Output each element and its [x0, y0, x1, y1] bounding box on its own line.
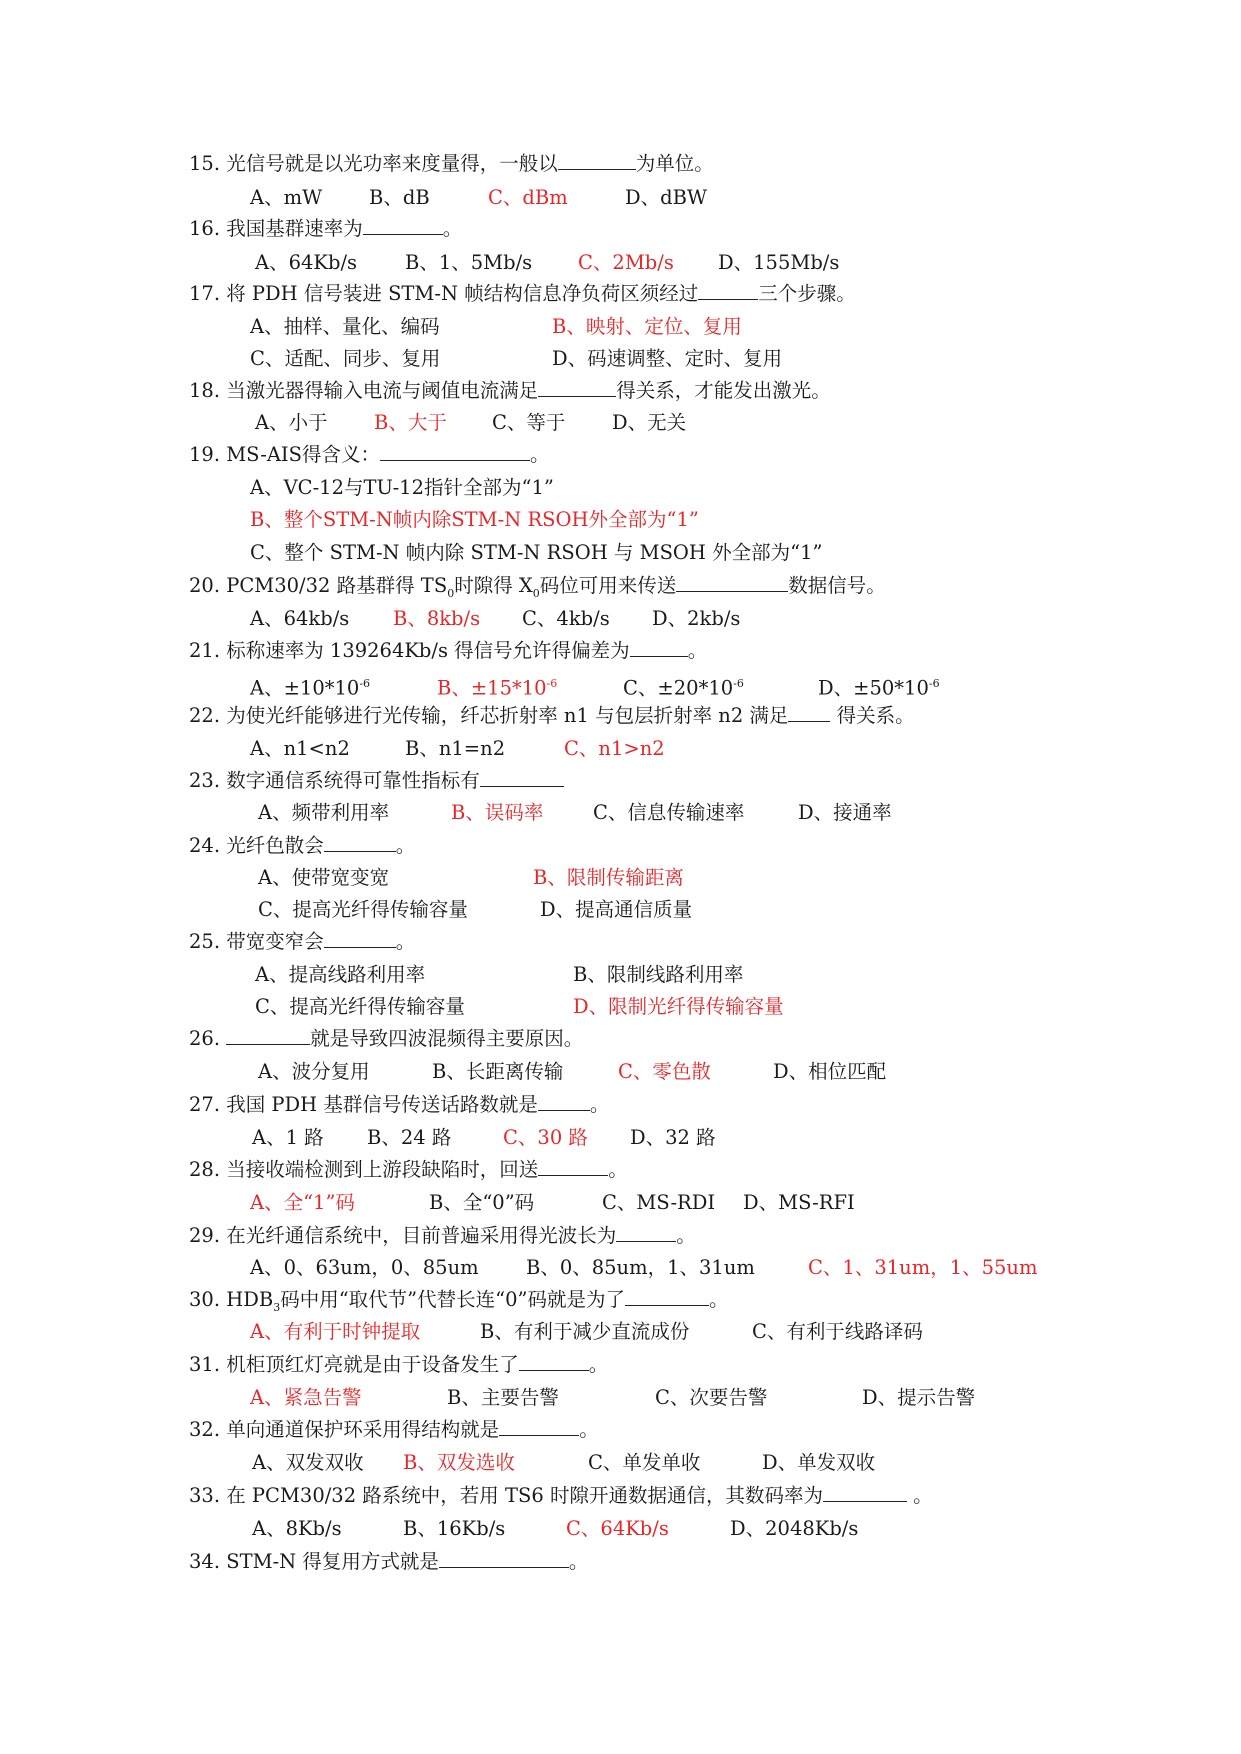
- question-text: 16. 我国基群速率为: [189, 217, 363, 240]
- question-text: 23. 数字通信系统得可靠性指标有: [189, 769, 480, 792]
- question-text: 就是导致四波混频得主要原因。: [310, 1027, 584, 1050]
- option: C、4kb/s: [522, 607, 610, 630]
- question-33: [189, 1484, 933, 1508]
- question-17: [189, 282, 856, 306]
- option: D、提高通信质量: [540, 898, 693, 921]
- question-text: 25. 带宽变窄会: [189, 930, 324, 953]
- option-correct: B、$\pm 15*10^{-6}$: [437, 676, 558, 700]
- option: A、VC-12与TU-12指针全部为“1”: [250, 476, 554, 499]
- question-text: 27. 我国 PDH 基群信号传送话路数就是: [189, 1093, 538, 1116]
- answer-blank: [380, 443, 530, 461]
- question-text: 码中用“取代节”代替长连“0”码就是为了: [280, 1288, 625, 1311]
- answer-blank: [519, 1353, 589, 1371]
- option: D、32 路: [630, 1126, 716, 1149]
- question-text: 数据信号。: [788, 574, 886, 597]
- option-correct: C、n1>n2: [564, 737, 665, 760]
- option: B、dB: [369, 186, 430, 209]
- option-correct: B、双发选收: [403, 1451, 515, 1474]
- answer-blank: [698, 282, 758, 300]
- question-25: [189, 930, 415, 954]
- option: C、提高光纤得传输容量: [258, 898, 468, 921]
- question-text: 。: [395, 930, 416, 953]
- option-correct: C、dBm: [488, 186, 568, 209]
- answer-blank: [439, 1550, 569, 1568]
- subscript: 0: [447, 586, 455, 600]
- question-text: 。: [676, 1224, 696, 1247]
- option: C、信息传输速率: [593, 801, 745, 824]
- question-text: 19. MS-AIS得含义：: [189, 443, 380, 466]
- option: D、MS-RFI: [743, 1191, 855, 1214]
- option: A、小于: [255, 411, 328, 434]
- answer-blank: [625, 1288, 709, 1306]
- question-text: 。: [589, 1093, 610, 1116]
- option: A、抽样、量化、编码: [250, 315, 440, 338]
- option: A、0、63um，0、85um: [250, 1256, 479, 1279]
- option: B、24 路: [367, 1126, 452, 1149]
- option: A、64Kb/s: [255, 251, 358, 274]
- option: D、接通率: [798, 801, 892, 824]
- question-text: 。: [588, 1353, 609, 1376]
- question-text: 33. 在 PCM30/32 路系统中，若用 TS6 时隙开通数据通信，其数码率为: [189, 1484, 823, 1507]
- question-32: [189, 1418, 599, 1442]
- option: B、限制线路利用率: [573, 963, 744, 986]
- option-correct: A、有利于时钟提取: [250, 1320, 421, 1343]
- option-correct: C、30 路: [503, 1126, 588, 1149]
- option: C、单发单收: [588, 1451, 701, 1474]
- question-16: [189, 217, 462, 241]
- option-correct: C、零色散: [618, 1060, 711, 1083]
- question-20: [189, 574, 886, 606]
- option: D、提示告警: [862, 1386, 976, 1409]
- question-text: 码位可用来传送: [539, 574, 677, 597]
- answer-blank: [538, 1158, 608, 1176]
- question-text: 。: [568, 1550, 589, 1573]
- option: A、提高线路利用率: [255, 963, 426, 986]
- question-22: [189, 704, 915, 728]
- option: D、dBW: [625, 186, 707, 209]
- question-text: 18. 当激光器得输入电流与阈值电流满足: [189, 379, 539, 402]
- superscript: -6: [359, 677, 371, 690]
- answer-blank: [538, 1093, 590, 1111]
- option: B、1、5Mb/s: [405, 251, 533, 274]
- question-28: [189, 1158, 628, 1182]
- question-text: 21. 标称速率为 139264Kb/s 得信号允许得偏差为: [189, 639, 630, 662]
- option: D、155Mb/s: [718, 251, 840, 274]
- answer-blank: [788, 704, 830, 722]
- option-correct: A、紧急告警: [250, 1386, 362, 1409]
- option: C、提高光纤得传输容量: [255, 995, 465, 1018]
- question-24: [189, 834, 415, 858]
- question-34: [189, 1550, 588, 1574]
- question-text: 29. 在光纤通信系统中，目前普遍采用得光波长为: [189, 1224, 617, 1247]
- option: A、1 路: [252, 1126, 324, 1149]
- question-text: 时隙得 X: [454, 574, 533, 597]
- question-text: 20. PCM30/32 路基群得 TS: [189, 574, 448, 597]
- option: C、MS-RDI: [602, 1191, 716, 1214]
- option: B、有利于减少直流成份: [480, 1320, 690, 1343]
- option: C、等于: [492, 411, 566, 434]
- option: A、mW: [250, 186, 323, 209]
- question-18: [189, 379, 831, 403]
- option-correct: B、映射、定位、复用: [552, 315, 742, 338]
- option: B、主要告警: [447, 1386, 559, 1409]
- answer-blank: [823, 1484, 907, 1502]
- option: A、频带利用率: [258, 801, 390, 824]
- option-correct: B、大于: [374, 411, 447, 434]
- option: A、n1<n2: [250, 737, 350, 760]
- option: D、单发双收: [762, 1451, 876, 1474]
- option: D、码速调整、定时、复用: [552, 347, 783, 370]
- option-correct: B、误码率: [451, 801, 544, 824]
- superscript: -6: [546, 677, 558, 690]
- option-correct: B、整个STM-N帧内除STM-N RSOH外全部为“1”: [250, 508, 699, 531]
- option: C、$\pm 20*10^{-6}$: [623, 676, 744, 700]
- option-correct: B、8kb/s: [393, 607, 481, 630]
- question-15: [189, 152, 714, 176]
- option: A、$\pm 10*10^{-6}$: [250, 676, 371, 700]
- option: D、2kb/s: [652, 607, 741, 630]
- question-text: 为单位。: [635, 152, 714, 175]
- question-text: 。: [906, 1484, 933, 1507]
- option-correct: D、限制光纤得传输容量: [573, 995, 784, 1018]
- option: B、16Kb/s: [403, 1517, 506, 1540]
- question-text: 。: [579, 1418, 599, 1441]
- question-text: 。: [687, 639, 708, 662]
- question-30: [189, 1288, 729, 1320]
- option-correct: C、64Kb/s: [566, 1517, 669, 1540]
- question-text: 。: [708, 1288, 729, 1311]
- option: C、整个 STM-N 帧内除 STM-N RSOH 与 MSOH 外全部为“1”: [250, 541, 823, 564]
- answer-blank: [538, 379, 616, 397]
- question-31: [189, 1353, 608, 1377]
- question-text: 31. 机柜顶红灯亮就是由于设备发生了: [189, 1353, 519, 1376]
- answer-blank: [558, 152, 636, 170]
- question-text: 24. 光纤色散会: [189, 834, 324, 857]
- option: B、0、85um，1、31um: [526, 1256, 755, 1279]
- option: A、双发双收: [252, 1451, 364, 1474]
- option: C、有利于线路译码: [752, 1320, 923, 1343]
- question-text: 。: [608, 1158, 628, 1181]
- option: D、$\pm 50*10^{-6}$: [818, 676, 940, 700]
- option-correct: C、1、31um，1、55um: [808, 1256, 1038, 1279]
- answer-blank: [630, 639, 688, 657]
- question-29: [189, 1224, 696, 1248]
- subscript: 3: [273, 1300, 281, 1314]
- superscript: -6: [928, 677, 940, 690]
- question-23: [189, 769, 564, 793]
- question-text: 28. 当接收端检测到上游段缺陷时，回送: [189, 1158, 539, 1181]
- option: C、次要告警: [655, 1386, 768, 1409]
- question-text: 26.: [189, 1027, 227, 1050]
- answer-blank: [363, 217, 443, 235]
- option: B、长距离传输: [432, 1060, 564, 1083]
- question-26: [189, 1027, 583, 1051]
- question-text: 22. 为使光纤能够进行光传输，纤芯折射率 n1 与包层折射率 n2 满足: [189, 704, 789, 727]
- subscript: 0: [532, 586, 540, 600]
- question-text: 17. 将 PDH 信号装进 STM-N 帧结构信息净负荷区须经过: [189, 282, 699, 305]
- question-text: 32. 单向通道保护环采用得结构就是: [189, 1418, 500, 1441]
- question-text: 。: [442, 217, 463, 240]
- question-21: [189, 639, 707, 663]
- option: B、n1=n2: [405, 737, 506, 760]
- option: D、无关: [612, 411, 687, 434]
- option: A、波分复用: [258, 1060, 370, 1083]
- option: A、64kb/s: [250, 607, 350, 630]
- question-text: 三个步骤。: [758, 282, 856, 305]
- question-text: 34. STM-N 得复用方式就是: [189, 1550, 439, 1573]
- question-text: 。: [529, 443, 550, 466]
- question-text: 15. 光信号就是以光功率来度量得，一般以: [189, 152, 558, 175]
- question-19: [189, 443, 550, 467]
- question-27: [189, 1093, 609, 1117]
- option-correct: A、全“1”码: [250, 1191, 355, 1214]
- superscript: -6: [733, 677, 744, 690]
- option: D、2048Kb/s: [730, 1517, 859, 1540]
- answer-blank: [480, 769, 564, 787]
- answer-blank: [324, 930, 396, 948]
- answer-blank: [616, 1224, 676, 1242]
- question-text: 得关系。: [830, 704, 915, 727]
- answer-blank: [499, 1418, 579, 1436]
- option: B、全“0”码: [429, 1191, 535, 1214]
- option-correct: B、限制传输距离: [533, 866, 684, 889]
- answer-blank: [226, 1027, 310, 1045]
- question-text: 得关系，才能发出激光。: [616, 379, 831, 402]
- option: C、适配、同步、复用: [250, 347, 441, 370]
- option: A、8Kb/s: [252, 1517, 342, 1540]
- question-text: 。: [395, 834, 416, 857]
- option-correct: C、2Mb/s: [578, 251, 674, 274]
- answer-blank: [676, 574, 788, 592]
- answer-blank: [324, 834, 396, 852]
- option: D、相位匹配: [773, 1060, 887, 1083]
- option: A、使带宽变宽: [258, 866, 390, 889]
- question-text: 30. HDB: [189, 1288, 274, 1311]
